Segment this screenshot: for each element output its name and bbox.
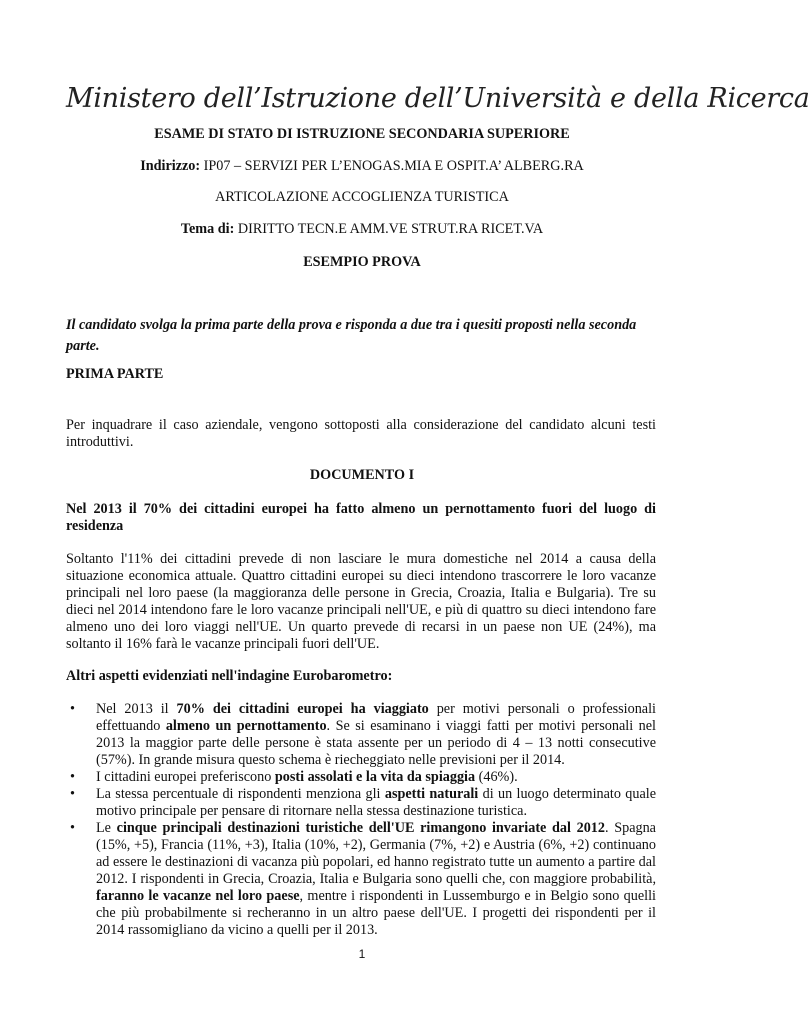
indirizzo-line (66, 158, 658, 175)
tema-value: DIRITTO TECN.E AMM.VE STRUT.RA RICET.VA (234, 221, 544, 237)
bullet-text: . Se si esaminano i viaggi fatti per motivi personali nel 2013 la maggior parte delle persone è stata assente per un periodo di 4 – 13 notti consecutive (57%). In grande misura questo schema è riecheggiato nelle previsioni per il 2014. (96, 718, 656, 768)
bullet-text: . Spagna (15%, +5), Francia (11%, +3), Italia (10%, +2), Germania (7%, +2) e Austria (6%, +2) continuano ad essere le destinazioni di vacanza più popolari, ed hanno registrato tutte un aumento a partire dal 2012. I rispondenti in Grecia, Croazia, Italia e Bulgaria sono quelli che, con maggiore probabilità, (96, 820, 656, 887)
bullet-text: di un luogo determinato quale motivo principale per pensare di ritornare nella stessa destinazione turistica. (96, 786, 656, 819)
documento-heading: DOCUMENTO I (309, 467, 415, 483)
bullet-text: (46%). (475, 769, 518, 785)
bullet-bold: cinque principali destinazioni turistiche dell'UE rimangono invariate dal 2012 (116, 820, 605, 836)
bullet-icon: • (70, 786, 75, 802)
bullet-text: , mentre i rispondenti in Lussemburgo e in Belgio sono quelli che più probabilmente si recheranno in un altro paese dell'UE. I progetti dei rispondenti per il 2014 rassomigliano da vicino a quelli per il 2013. (96, 888, 656, 938)
list-item (66, 701, 656, 769)
instructions: Il candidato svolga la prima parte della prova e risponda a due tra i quesiti proposti nella seconda parte. (66, 317, 637, 354)
page-number: 1 (358, 947, 366, 961)
altri-aspetti-heading: Altri aspetti evidenziati nell'indagine Eurobarometro: (66, 668, 393, 684)
document-paragraph: Soltanto l'11% dei cittadini prevede di non lasciare le mura domestiche nel 2014 a causa della situazione economica attuale. Quattro cittadini europei su dieci intendono trascorrere le loro vacanze principali nel loro paese (la maggioranza delle persone in Grecia, Croazia, Italia e Bulgaria). Tre su dieci nel 2014 intendono fare le loro vacanze principali nell'UE, e più di quattro su dieci intendono fare almeno uno dei loro viaggi nell'UE. Un quarto prevede di recarsi in un paese non UE (24%), ma soltanto il 16% farà le vacanze principali fuori dell'UE. (66, 551, 656, 652)
indirizzo-value: IP07 – SERVIZI PER L’ENOGAS.MIA E OSPIT.A’ ALBERG.RA (200, 158, 584, 174)
bullet-list (66, 701, 656, 939)
bullet-bold: aspetti naturali (384, 786, 479, 802)
exam-title: ESAME DI STATO DI ISTRUZIONE SECONDARIA SUPERIORE (154, 126, 570, 142)
bullet-text: I cittadini europei preferiscono (96, 769, 275, 785)
bullet-text: Nel 2013 il (96, 701, 177, 717)
bullet-icon: • (70, 820, 75, 836)
ministry-header: Ministero dell’Istruzione dell’Università e della Ricerca (66, 83, 810, 114)
indirizzo-label: Indirizzo: (140, 158, 201, 174)
document-title: Nel 2013 il 70% dei cittadini europei ha fatto almeno un pernottamento fuori del luogo di residenza (66, 501, 656, 534)
bullet-text: Le (96, 820, 117, 836)
bullet-icon: • (70, 701, 75, 717)
articolazione-line: ARTICOLAZIONE ACCOGLIENZA TURISTICA (215, 189, 509, 205)
bullet-bold: almeno un pernottamento (165, 718, 327, 734)
tema-label: Tema di: (180, 221, 235, 237)
esempio-prova: ESEMPIO PROVA (303, 254, 421, 270)
list-item (66, 769, 656, 786)
bullet-text: La stessa percentuale di rispondenti menziona gli (96, 786, 385, 802)
tema-line (66, 221, 658, 238)
bullet-bold: 70% dei cittadini europei ha viaggiato (176, 701, 429, 717)
bullet-icon: • (70, 769, 75, 785)
intro-paragraph: Per inquadrare il caso aziendale, vengono sottoposti alla considerazione del candidato alcuni testi introduttivi. (66, 417, 656, 450)
bullet-text: per motivi personali o professionali effettuando (96, 701, 656, 734)
prima-parte-heading: PRIMA PARTE (66, 366, 164, 382)
bullet-bold: faranno le vacanze nel loro paese (96, 888, 300, 904)
bullet-bold: posti assolati e la vita da spiaggia (274, 769, 476, 785)
list-item (66, 786, 656, 820)
list-item (66, 820, 656, 939)
